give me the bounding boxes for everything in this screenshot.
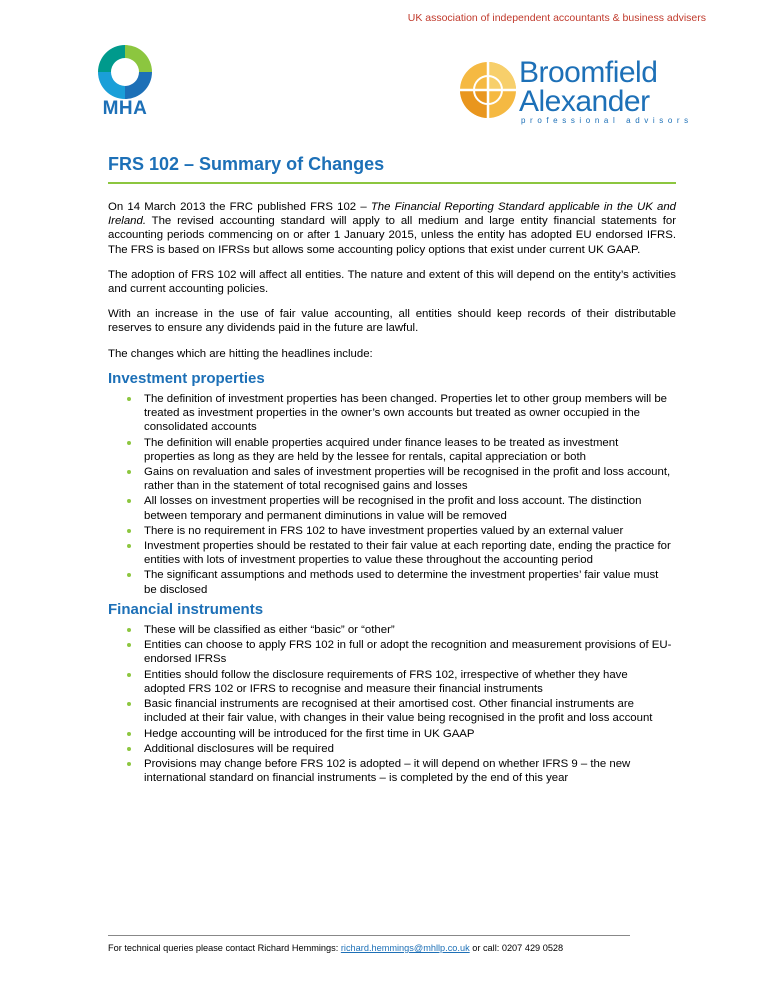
list-item: [144, 697, 676, 725]
list-item-text: The significant assumptions and methods used to determine the investment properties’ fair value must be disclosed: [144, 569, 659, 596]
bullet-icon: [127, 529, 131, 533]
list-item-text: The definition will enable properties acquired under finance leases to be treated as investment properties as long as they are held by the lessee for rentals, capital appreciation or both: [144, 436, 619, 463]
page-title: FRS 102 – Summary of Changes: [108, 154, 385, 174]
bullet-icon: [127, 762, 131, 766]
list-item-text: All losses on investment properties will be recognised in the profit and loss account. The distinction between temporary and permanent diminutions in value will be removed: [144, 495, 642, 522]
list-item: [144, 638, 676, 666]
list-item-text: Additional disclosures will be required: [144, 742, 334, 755]
list-item-text: There is no requirement in FRS 102 to have investment properties valued by an external valuer: [144, 524, 624, 537]
ba-logo-line2: Alexander: [519, 85, 650, 118]
bullet-icon: [127, 673, 131, 677]
intro-paragraph-1: [108, 200, 676, 257]
intro-paragraph-2: The adoption of FRS 102 will affect all entities. The nature and extent of this will depend on the entity’s activities and current accounting policies.: [108, 268, 676, 296]
footer: [108, 943, 563, 953]
list-item: [144, 623, 676, 637]
bullet-icon: [127, 732, 131, 736]
footer-suffix: or call: 0207 429 0528: [469, 943, 564, 953]
list-item-text: The definition of investment properties has been changed. Properties let to other group members will be treated as investment properties in the owner’s own accounts but treated as owner occupied in the consolidated accounts: [144, 393, 667, 434]
list-item-text: Basic financial instruments are recognised at their amortised cost. Other financial instruments are included at their fair value, with changes in their value being recognised in the profit and loss account: [144, 698, 653, 725]
ba-logo-subtitle: professional advisors: [521, 116, 693, 125]
list-item: [144, 668, 676, 696]
ba-logo-line1: Broomfield: [519, 56, 658, 89]
list-item: [144, 742, 676, 756]
list-item: [144, 539, 676, 567]
bullet-icon: [127, 628, 131, 632]
footer-prefix: For technical queries please contact Richard Hemmings:: [108, 943, 341, 953]
bullet-icon: [127, 397, 131, 401]
list-item: [144, 757, 676, 785]
mha-logo-icon: [94, 44, 156, 100]
list-item: [144, 392, 676, 435]
list-item: [144, 524, 676, 538]
bullet-icon: [127, 470, 131, 474]
document-body: [108, 200, 676, 791]
header-tagline: UK association of independent accountants & business advisers: [407, 12, 706, 24]
bullet-icon: [127, 643, 131, 647]
section-heading-investment-properties: Investment properties: [108, 369, 265, 387]
bullet-icon: [127, 544, 131, 548]
financial-instruments-list: [108, 623, 676, 785]
intro-p1-text-rest: The revised accounting standard will apply to all medium and large entity financial statements for accounting periods commencing on or after 1 January 2015, unless the entity has adopted EU endorsed IFRS. The FRS is based on IFRSs but allows some accounting policy options that exist under current UK GAAP.: [108, 215, 676, 256]
bullet-icon: [127, 499, 131, 503]
bullet-icon: [127, 747, 131, 751]
intro-p1-text: On 14 March 2013 the FRC published FRS 102 –: [108, 201, 371, 213]
bullet-icon: [127, 702, 131, 706]
footer-divider: [108, 935, 630, 936]
contact-email-link[interactable]: richard.hemmings@mhllp.co.uk: [340, 943, 470, 953]
bullet-icon: [127, 573, 131, 577]
list-item-text: Provisions may change before FRS 102 is adopted – it will depend on whether IFRS 9 – the new international standard on financial instruments – is completed by the end of this year: [144, 757, 631, 785]
list-item-text: Investment properties should be restated to their fair value at each reporting date, ending the practice for entities with lots of investment properties to value these throughout the accounting period: [144, 540, 671, 567]
intro-paragraph-4: The changes which are hitting the headlines include:: [108, 347, 373, 360]
list-item-text: Entities should follow the disclosure requirements of FRS 102, irrespective of whether they have adopted FRS 102 or IFRS to recognise and measure their financial instruments: [144, 668, 628, 695]
investment-properties-list: [108, 392, 676, 597]
mha-logo-text: MHA: [102, 98, 148, 119]
list-item: [144, 727, 676, 741]
list-item-text: Hedge accounting will be introduced for the first time in UK GAAP: [144, 727, 475, 740]
section-heading-financial-instruments: Financial instruments: [108, 600, 264, 618]
list-item: [144, 465, 676, 493]
intro-paragraph-3: With an increase in the use of fair value accounting, all entities should keep records of their distributable reserves to ensure any dividends paid in the future are lawful.: [108, 308, 676, 335]
title-divider: [108, 182, 676, 184]
list-item: [144, 436, 676, 464]
list-item: [144, 494, 676, 522]
intro-p1-italic-title: The Financial Reporting Standard applicable in the UK and Ireland.: [108, 201, 676, 228]
list-item-text: Entities can choose to apply FRS 102 in full or adopt the recognition and measurement provisions of EU-endorsed IFRSs: [144, 639, 672, 666]
list-item-text: These will be classified as either “basic” or “other”: [144, 624, 395, 637]
list-item-text: Gains on revaluation and sales of investment properties will be recognised in the profit and loss account, rather than in the statement of total recognised gains and losses: [144, 466, 671, 493]
list-item: [144, 568, 676, 596]
bullet-icon: [127, 441, 131, 445]
